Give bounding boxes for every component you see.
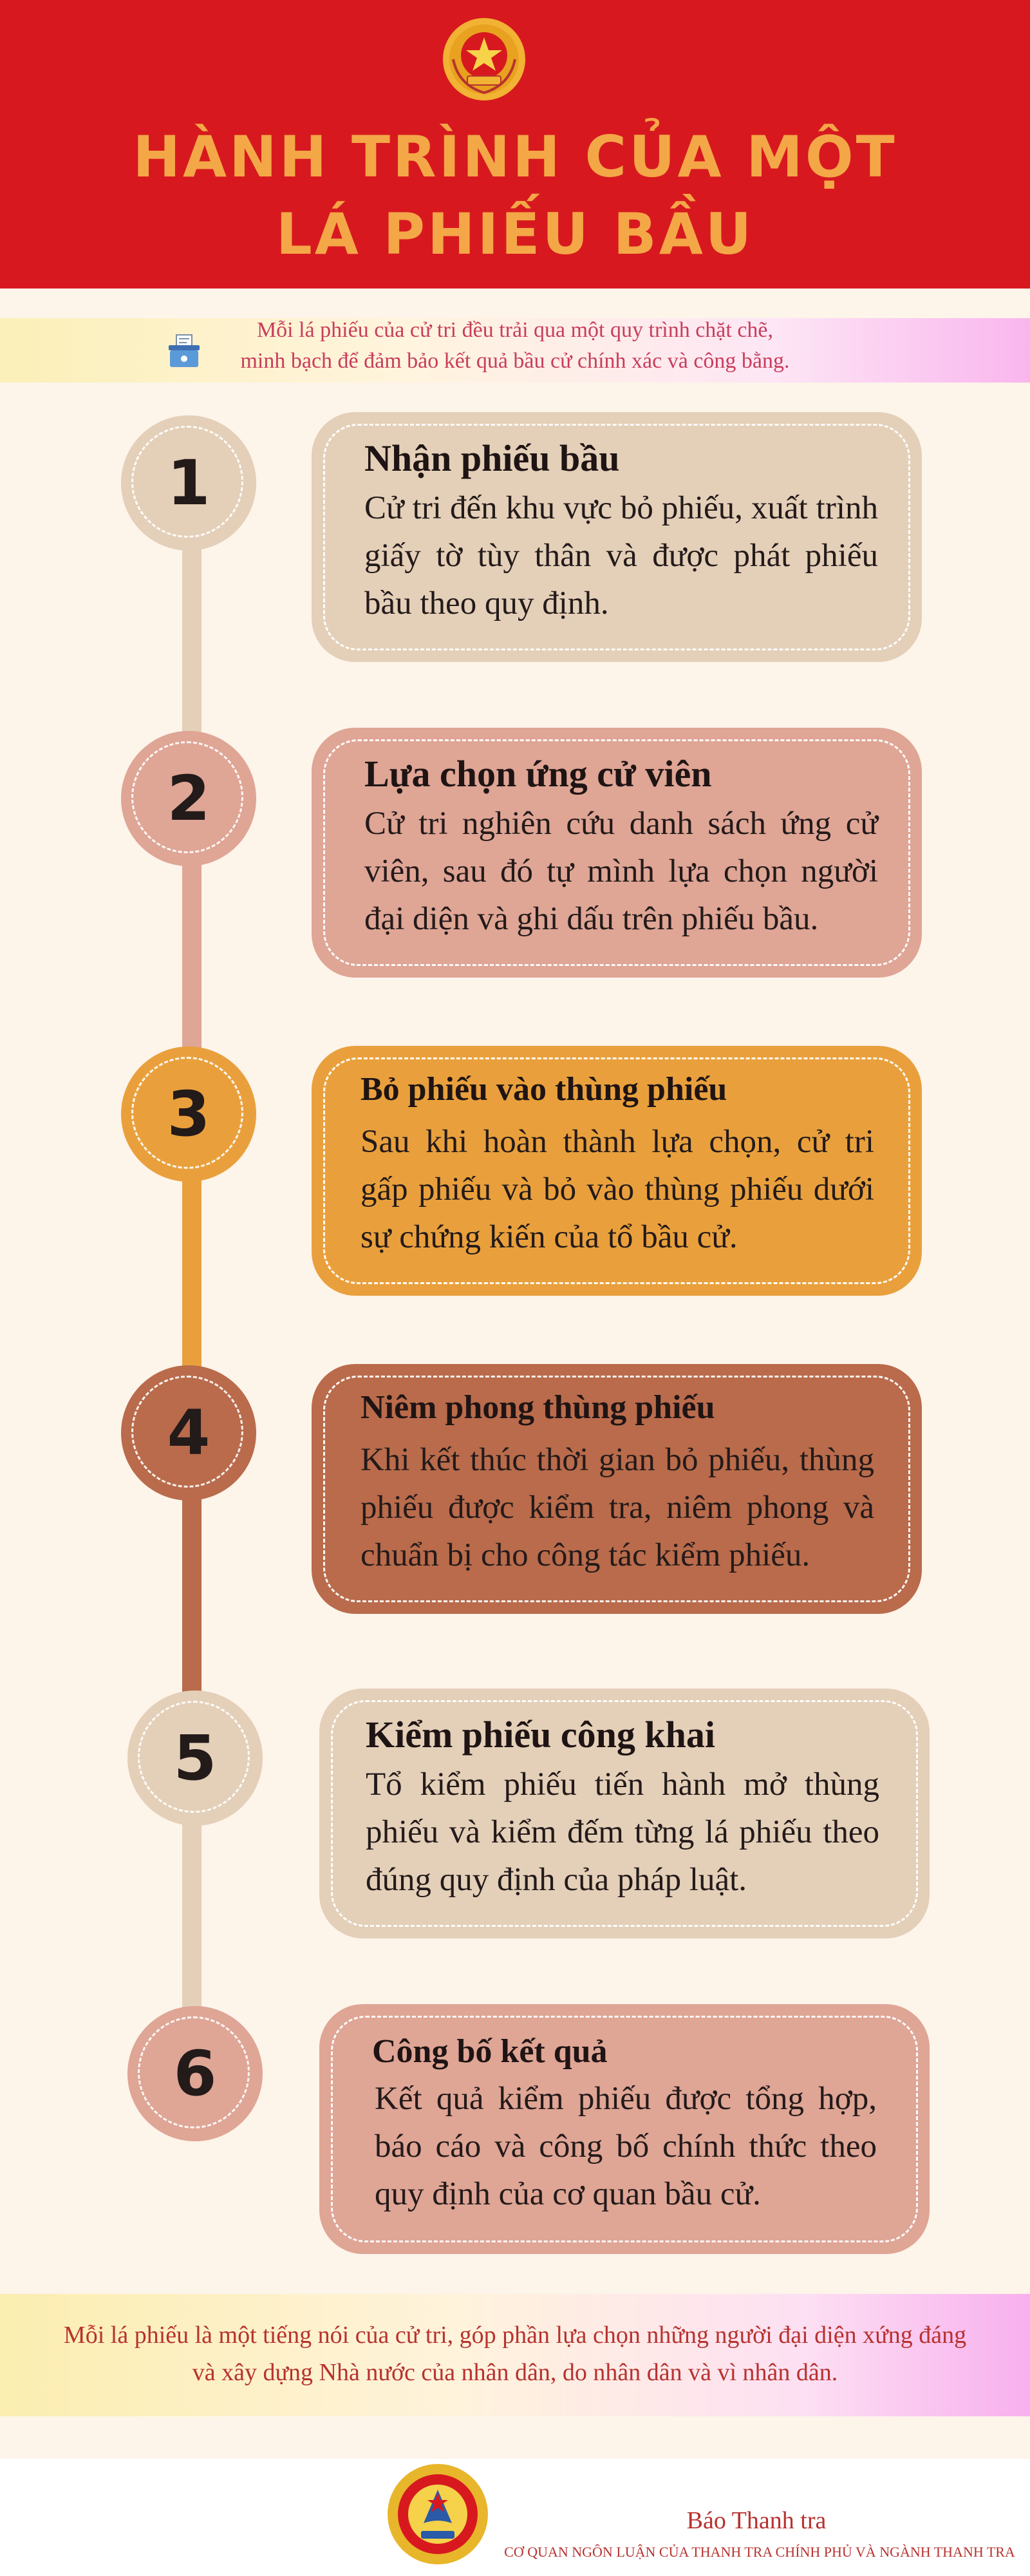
step-card xyxy=(319,1689,930,1938)
page-title-line-1: HÀNH TRÌNH CỦA MỘT xyxy=(133,124,897,190)
closing-banner xyxy=(0,2294,1030,2416)
step-number-circle xyxy=(127,2006,263,2141)
step-description: Sau khi hoàn thành lựa chọn, cử tri gấp phiếu và bỏ vào thùng phiếu dưới sự chứng kiến của tổ bầu cử. xyxy=(360,1124,874,1255)
step-number: 4 xyxy=(167,1397,211,1469)
step-description: Cử tri đến khu vực bỏ phiếu, xuất trình giấy tờ tùy thân và được phát phiếu bầu theo quy định. xyxy=(364,490,878,621)
national-emblem-icon xyxy=(439,14,529,104)
step-title: Bỏ phiếu vào thùng phiếu xyxy=(360,1071,727,1108)
step-description: Cử tri nghiên cứu danh sách ứng cử viên, sau đó tự mình lựa chọn người đại diện và ghi dấu trên phiếu bầu. xyxy=(364,806,878,937)
step-description: Tổ kiểm phiếu tiến hành mở thùng phiếu và kiểm đếm từng lá phiếu theo đúng quy định của pháp luật. xyxy=(366,1766,879,1898)
step-description: Kết quả kiểm phiếu được tổng hợp, báo cáo và công bố chính thức theo quy định của cơ quan bầu cử. xyxy=(375,2081,877,2212)
step-card xyxy=(312,412,922,662)
step-number: 5 xyxy=(173,1722,217,1794)
step-number-circle xyxy=(121,1365,256,1501)
step-number-circle xyxy=(121,731,256,866)
closing-text-line-2: và xây dựng Nhà nước của nhân dân, do nhân dân và vì nhân dân. xyxy=(192,2359,838,2386)
intro-text-line-1: Mỗi lá phiếu của cử tri đều trải qua một quy trình chặt chẽ, xyxy=(256,318,774,342)
step-number: 6 xyxy=(173,2038,217,2110)
page-title-line-2: LÁ PHIẾU BẦU xyxy=(276,201,754,267)
step-number: 1 xyxy=(167,447,211,519)
step-card xyxy=(312,728,922,978)
step-card xyxy=(319,2004,930,2254)
closing-text-line-1: Mỗi lá phiếu là một tiếng nói của cử tri, góp phần lựa chọn những người đại diện xứng đáng xyxy=(63,2322,967,2349)
step-number: 3 xyxy=(167,1078,211,1150)
step-title: Công bố kết quả xyxy=(372,2033,608,2070)
brand-tagline: CƠ QUAN NGÔN LUẬN CỦA THANH TRA CHÍNH PHỦ VÀ NGÀNH THANH TRA xyxy=(504,2544,1015,2560)
step-title: Niêm phong thùng phiếu xyxy=(360,1389,715,1426)
thanh-tra-logo-icon xyxy=(385,2461,491,2567)
step-number-circle xyxy=(121,1046,256,1182)
step-number: 2 xyxy=(167,762,211,835)
step-number-circle xyxy=(127,1690,263,1826)
step-card xyxy=(312,1364,922,1614)
step-title: Nhận phiếu bầu xyxy=(364,437,620,479)
step-card xyxy=(312,1046,922,1296)
brand-name: Báo Thanh tra xyxy=(686,2507,827,2534)
step-title: Kiểm phiếu công khai xyxy=(366,1714,716,1756)
step-number-circle xyxy=(121,415,256,551)
step-title: Lựa chọn ứng cử viên xyxy=(364,753,712,795)
step-description: Khi kết thúc thời gian bỏ phiếu, thùng phiếu được kiểm tra, niêm phong và chuẩn bị cho công tác kiểm phiếu. xyxy=(360,1442,874,1573)
intro-text-line-2: minh bạch để đảm bảo kết quả bầu cử chính xác và công bằng. xyxy=(240,349,790,373)
